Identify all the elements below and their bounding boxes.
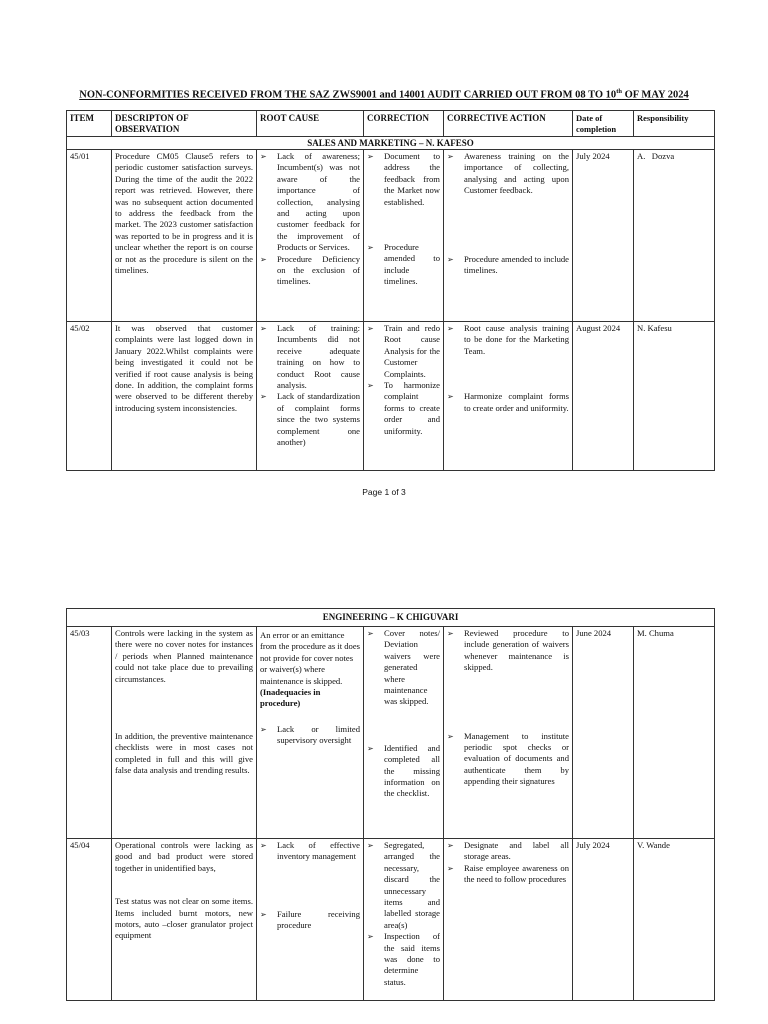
description-cell xyxy=(112,627,257,839)
corrective-action-point: ➢ Reviewed procedure to include generation of waivers whenever maintenance is skipped. xyxy=(447,628,569,674)
root-cause-cell xyxy=(257,150,364,322)
nonconformities-table-page1 xyxy=(66,110,715,471)
corrective-action-cell xyxy=(444,150,573,322)
correction-cell xyxy=(364,839,444,1001)
item-cell: 45/04 xyxy=(67,839,112,1001)
header-correction: CORRECTION xyxy=(364,111,444,137)
table-row xyxy=(67,839,715,1001)
header-responsibility: Responsibility xyxy=(634,111,715,137)
table-row xyxy=(67,150,715,322)
item-cell: 45/02 xyxy=(67,322,112,471)
responsibility-cell: V. Wande xyxy=(634,839,715,1001)
root-cause-point: ➢ Lack of effective inventory management xyxy=(260,840,360,863)
root-cause-point: ➢ Lack of awareness; Incumbent(s) was not aware of the importance of collection, analysing and acting upon customer feedback for the improvement of Products or Services. xyxy=(260,151,360,254)
header-item: ITEM xyxy=(67,111,112,137)
document-title: NON-CONFORMITIES RECEIVED FROM THE SAZ ZWS9001 and 14001 AUDIT CARRIED OUT FROM 08 TO 10th OF MAY 2024 xyxy=(79,88,689,101)
correction-point: ➢ Cover notes/ Deviation waivers were generated where maintenance was skipped. xyxy=(367,628,440,708)
page-number: Page 1 of 3 xyxy=(362,487,406,497)
root-cause-point: ➢ Lack of standardization of complaint forms since the two systems complement one another) xyxy=(260,391,360,448)
corrective-action-point: ➢ Management to institute periodic spot checks or evaluation of documents and authenticate them by appending their signatures xyxy=(447,731,569,788)
corrective-action-point: ➢ Harmonize complaint forms to create order and uniformity. xyxy=(447,391,569,414)
table-header-row xyxy=(67,111,715,137)
correction-cell xyxy=(364,150,444,322)
corrective-action-cell xyxy=(444,839,573,1001)
header-corrective-action: CORRECTIVE ACTION xyxy=(444,111,573,137)
corrective-action-point: ➢ Designate and label all storage areas. xyxy=(447,840,569,863)
correction-cell xyxy=(364,322,444,471)
nonconformities-table-page2 xyxy=(66,608,715,1001)
description-cell xyxy=(112,839,257,1001)
corrective-action-point: ➢ Awareness training on the importance of collecting, analysing and acting upon Customer feedback. xyxy=(447,151,569,197)
date-cell: August 2024 xyxy=(573,322,634,471)
correction-point: ➢ Procedure amended to include timelines. xyxy=(367,242,440,288)
correction-point: ➢ Inspection of the said items was done to determine status. xyxy=(367,931,440,988)
root-cause-point: ➢ Failure receiving procedure xyxy=(260,909,360,932)
root-cause-point: ➢ Lack of training: Incumbents did not receive adequate training on how to conduct Root cause analysis. xyxy=(260,323,360,391)
header-description: DESCRIPTON OF OBSERVATION xyxy=(112,111,257,137)
date-cell: July 2024 xyxy=(573,839,634,1001)
corrective-action-cell xyxy=(444,627,573,839)
description-paragraph: In addition, the preventive maintenance checklists were in most cases not completed in full and this will give false data analysis and trending results. xyxy=(115,731,253,776)
corrective-action-point: ➢ Raise employee awareness on the need to follow procedures xyxy=(447,863,569,886)
root-cause-paragraph: An error or an emittance from the procedure as it does not provide for cover notes or waiver(s) where maintenance is skipped. (Inadequacies in procedure) xyxy=(260,630,360,709)
section-engineering: ENGINEERING – K CHIGUVARI xyxy=(67,609,715,627)
item-cell: 45/03 xyxy=(67,627,112,839)
correction-point: ➢ Train and redo Root cause Analysis for the Customer Complaints. xyxy=(367,323,440,380)
table-row xyxy=(67,322,715,471)
item-cell: 45/01 xyxy=(67,150,112,322)
correction-point: ➢ To harmonize complaint forms to create order and uniformity. xyxy=(367,380,440,437)
root-cause-cell xyxy=(257,839,364,1001)
root-cause-emphasis: (Inadequacies in procedure) xyxy=(260,687,321,709)
table-row xyxy=(67,627,715,839)
root-cause-point: ➢ Procedure Deficiency on the exclusion of timelines. xyxy=(260,254,360,288)
correction-point: ➢ Document to address the feedback from the Market now established. xyxy=(367,151,440,208)
correction-cell xyxy=(364,627,444,839)
section-row xyxy=(67,137,715,150)
description-cell: It was observed that customer complaints were last logged down in January 2022.Whilst complaints were being investigated it could not be verified if root cause analysis is being done. In addition, the complaint forms were observed to be different thereby introducing system inconsistencies. xyxy=(112,322,257,471)
header-date: Date of completion xyxy=(573,111,634,137)
responsibility-cell: N. Kafesu xyxy=(634,322,715,471)
root-cause-cell xyxy=(257,627,364,839)
description-cell: Procedure CM05 Clause5 refers to periodic customer satisfaction surveys. During the time of the audit the 2022 report was retrieved. However, there was no subsequent action documented to address the feedback from the market. The 2023 customer satisfaction was reported to be in progress and it is unclear whether the report is on course or not as the procedure is silent on the timelines. xyxy=(112,150,257,322)
corrective-action-point: ➢ Procedure amended to include timelines. xyxy=(447,254,569,277)
root-cause-point: ➢ Lack or limited supervisory oversight xyxy=(260,724,360,747)
correction-point: ➢ Segregated, arranged the necessary, discard the unnecessary items and labelled storage area(s) xyxy=(367,840,440,931)
responsibility-cell: M. Chuma xyxy=(634,627,715,839)
corrective-action-cell xyxy=(444,322,573,471)
description-paragraph: Controls were lacking in the system as there were no cover notes for instances / periods when Planned maintenance could not take place due to prevailing circumstances. xyxy=(115,628,253,684)
correction-point: ➢ Identified and completed all the missing information on the checklist. xyxy=(367,743,440,800)
date-cell: June 2024 xyxy=(573,627,634,839)
description-paragraph: Operational controls were lacking as good and bad product were stored together in unidentified bays, xyxy=(115,840,253,873)
section-sales-marketing: SALES AND MARKETING – N. KAFESO xyxy=(67,137,715,150)
responsibility-cell: A. Dozva xyxy=(634,150,715,322)
header-root-cause: ROOT CAUSE xyxy=(257,111,364,137)
description-paragraph: Test status was not clear on some items. Items included burnt motors, new motors, auto –closer granulator project equipment xyxy=(115,896,253,941)
corrective-action-point: ➢ Root cause analysis training to be done for the Marketing Team. xyxy=(447,323,569,357)
section-row xyxy=(67,609,715,627)
root-cause-cell xyxy=(257,322,364,471)
date-cell: July 2024 xyxy=(573,150,634,322)
